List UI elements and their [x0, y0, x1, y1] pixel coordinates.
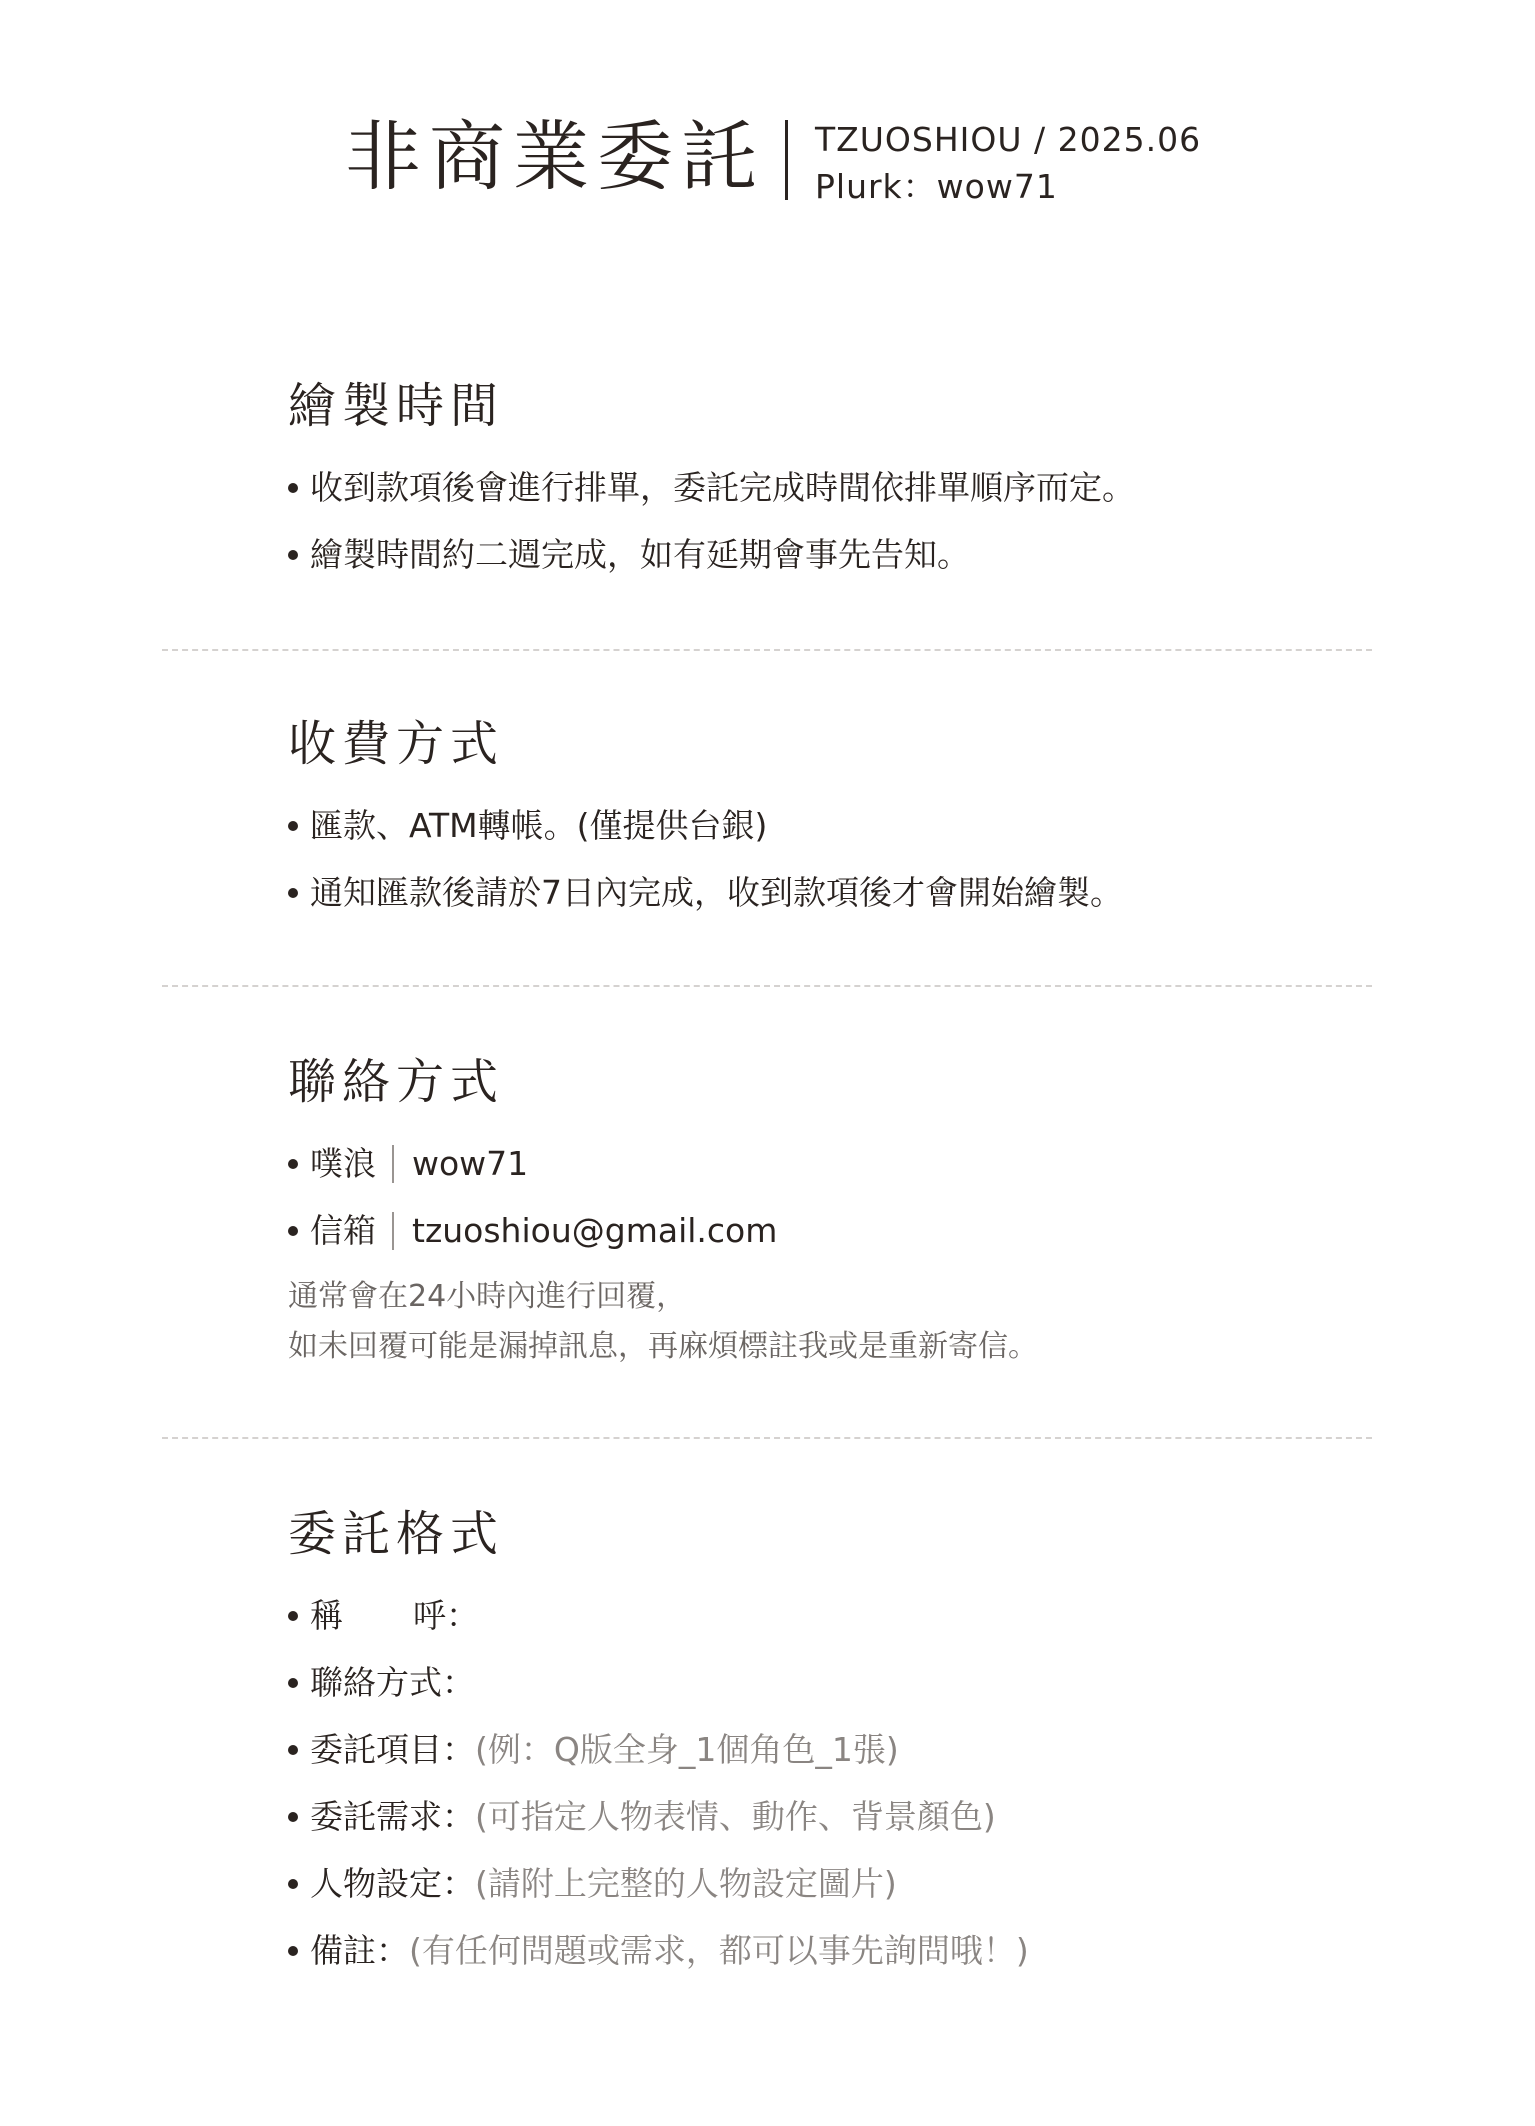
section-title: 繪製時間: [288, 378, 505, 434]
contact-value: wow71: [412, 1144, 529, 1183]
section-divider: [162, 985, 1372, 987]
page-title: 非商業委託: [345, 112, 765, 201]
reply-note: [288, 1272, 1388, 1372]
email-link[interactable]: tzuoshiou@gmail.com: [412, 1211, 778, 1250]
format-hint: (可指定人物表情、動作、背景顏色): [475, 1797, 996, 1836]
format-hint: (有任何問題或需求，都可以事先詢問哦！): [409, 1931, 1029, 1970]
bullet-icon: [288, 888, 298, 898]
format-label: 聯絡方式：: [310, 1663, 475, 1702]
bullet-icon: [288, 1879, 298, 1889]
list-item: [288, 859, 1388, 926]
format-hint: (例：Q版全身_1個角色_1張): [475, 1730, 899, 1769]
header-divider: [785, 120, 788, 200]
format-character: [288, 1850, 1388, 1917]
format-label: 備註：: [310, 1931, 409, 1970]
bullet-icon: [288, 483, 298, 493]
bullet-icon: [288, 1159, 298, 1169]
bullet-icon: [288, 550, 298, 560]
bullet-icon: [288, 1678, 298, 1688]
artist-date: TZUOSHIOU / 2025.06: [815, 120, 1202, 159]
list-item: [288, 521, 1388, 588]
list-item-text: 匯款、ATM轉帳。(僅提供台銀): [310, 806, 768, 845]
bullet-icon: [288, 1611, 298, 1621]
format-label: 呼：: [413, 1596, 479, 1635]
list-item: [288, 454, 1388, 521]
section-divider: [162, 1437, 1372, 1439]
format-remark: [288, 1917, 1388, 1984]
list-item-text: 收到款項後會進行排單，委託完成時間依排單順序而定。: [310, 468, 1135, 507]
section-title: 收費方式: [288, 716, 505, 772]
format-item: [288, 1716, 1388, 1783]
bullet-icon: [288, 1226, 298, 1236]
plurk-handle: Plurk：wow71: [815, 167, 1058, 206]
section-drawing-time: [288, 376, 1388, 588]
bullet-icon: [288, 1946, 298, 1956]
format-contact: [288, 1649, 1388, 1716]
format-name: [288, 1582, 1388, 1649]
section-divider: [162, 649, 1372, 651]
contact-email: [288, 1197, 1388, 1264]
contact-plurk: [288, 1130, 1388, 1197]
bullet-icon: [288, 1812, 298, 1822]
format-label: 人物設定：: [310, 1864, 475, 1903]
section-title: 聯絡方式: [288, 1054, 505, 1110]
list-item: [288, 792, 1388, 859]
list-item-text: 通知匯款後請於7日內完成，收到款項後才會開始繪製。: [310, 873, 1123, 912]
format-label: 稱: [310, 1596, 343, 1635]
bullet-icon: [288, 1745, 298, 1755]
separator: [392, 1212, 394, 1250]
header-meta: [815, 116, 1201, 210]
format-label: 委託項目：: [310, 1730, 475, 1769]
section-format: [288, 1504, 1388, 1984]
reply-note-line: 如未回覆可能是漏掉訊息，再麻煩標註我或是重新寄信。: [288, 1329, 1038, 1364]
format-request: [288, 1783, 1388, 1850]
list-item-text: 繪製時間約二週完成，如有延期會事先告知。: [310, 535, 970, 574]
reply-note-line: 通常會在24小時內進行回覆，: [288, 1279, 687, 1314]
contact-label: 噗浪: [310, 1144, 376, 1183]
section-title: 委託格式: [288, 1506, 505, 1562]
section-payment: [288, 714, 1388, 926]
section-contact: [288, 1052, 1388, 1372]
bullet-icon: [288, 821, 298, 831]
contact-label: 信箱: [310, 1211, 376, 1250]
format-label: 委託需求：: [310, 1797, 475, 1836]
separator: [392, 1145, 394, 1183]
format-hint: (請附上完整的人物設定圖片): [475, 1864, 897, 1903]
